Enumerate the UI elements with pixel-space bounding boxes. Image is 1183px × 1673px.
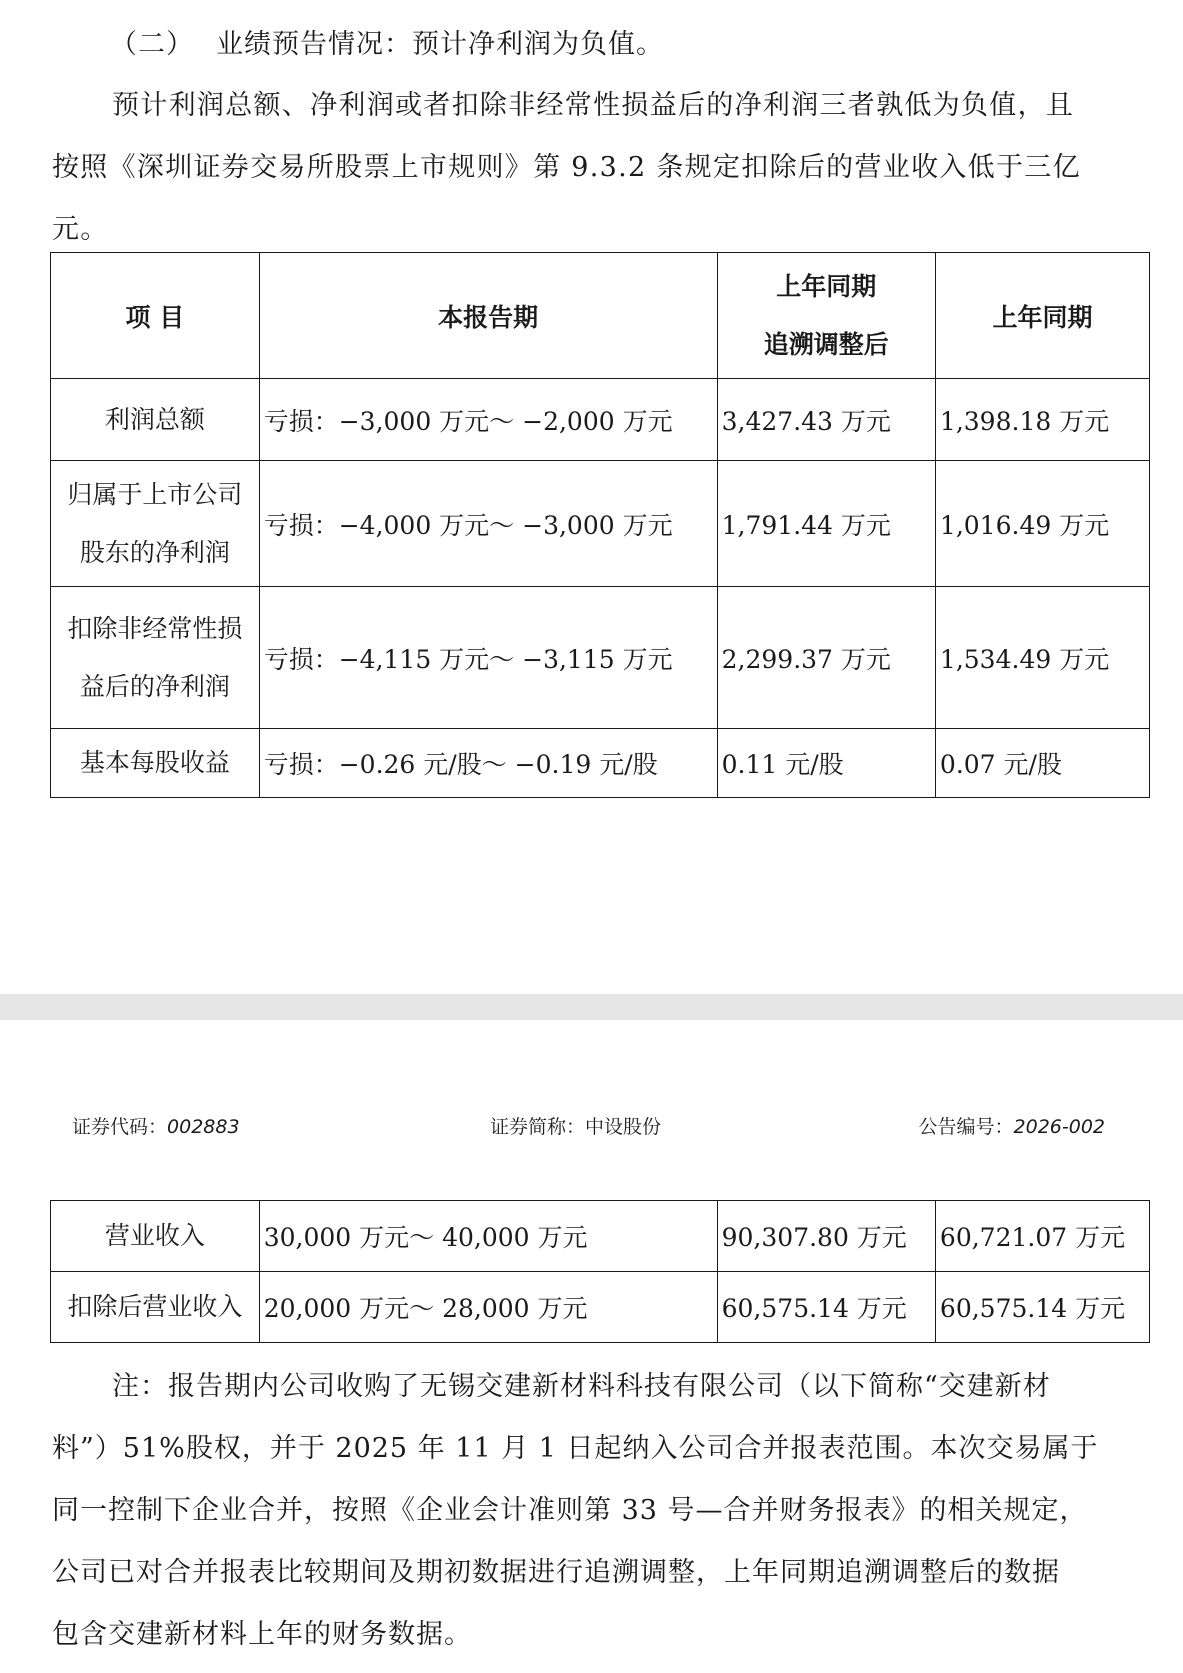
security-code	[72, 1112, 240, 1139]
row-prior-value: 0.07 元/股	[935, 729, 1149, 798]
forecast-table	[50, 252, 1150, 798]
row-current-value: 亏损：−4,000 万元～ −3,000 万元	[259, 461, 717, 587]
table-header-row	[51, 253, 1150, 379]
row-item-label-line1: 扣除非经常性损	[67, 613, 243, 643]
intro-line: 按照《深圳证券交易所股票上市规则》第 9.3.2 条规定扣除后的营业收入低于三亿	[52, 152, 1081, 183]
table-row	[51, 1272, 1150, 1343]
table-row	[51, 1201, 1150, 1272]
row-prior-adjusted-value: 1,791.44 万元	[717, 461, 935, 587]
header-prior-adjusted	[717, 253, 935, 379]
notice-number-value: 2026-002	[1013, 1116, 1105, 1138]
row-item-label	[51, 587, 260, 729]
row-current-value: 30,000 万元～ 40,000 万元	[259, 1201, 717, 1272]
intro-line: 元。	[52, 214, 109, 245]
row-prior-value: 1,016.49 万元	[935, 461, 1149, 587]
header-prior-adjusted-line1: 上年同期	[776, 271, 877, 301]
header-current-period: 本报告期	[259, 253, 717, 379]
header-prior-adjusted-line2: 追溯调整后	[763, 329, 889, 359]
row-prior-value: 1,398.18 万元	[935, 379, 1149, 461]
security-name	[490, 1112, 661, 1139]
row-current-value: 亏损：−3,000 万元～ −2,000 万元	[259, 379, 717, 461]
row-item-label: 扣除后营业收入	[51, 1272, 260, 1343]
row-prior-adjusted-value: 2,299.37 万元	[717, 587, 935, 729]
notice-number	[919, 1112, 1106, 1139]
row-current-value: 20,000 万元～ 28,000 万元	[259, 1272, 717, 1343]
row-item-label: 营业收入	[51, 1201, 260, 1272]
section-number: （二）	[110, 29, 194, 60]
row-item-label-line2: 股东的净利润	[79, 537, 230, 567]
header-item: 项 目	[51, 253, 260, 379]
row-item-label: 利润总额	[51, 379, 260, 461]
security-code-value: 002883	[167, 1116, 240, 1138]
notice-number-label: 公告编号：	[918, 1116, 1014, 1138]
note-paragraph	[52, 1356, 1132, 1666]
note-line: 包含交建新材料上年的财务数据。	[52, 1619, 472, 1650]
security-name-label: 证券简称：	[490, 1116, 586, 1138]
note-line: 料”）51%股权，并于 2025 年 11 月 1 日起纳入公司合并报表范围。本次交易属于	[52, 1433, 1099, 1464]
row-prior-value: 60,721.07 万元	[935, 1201, 1149, 1272]
table-row	[51, 461, 1150, 587]
note-line: 公司已对合并报表比较期间及期初数据进行追溯调整，上年同期追溯调整后的数据	[52, 1557, 1060, 1588]
security-code-label: 证券代码：	[72, 1116, 168, 1138]
note-line: 注：报告期内公司收购了无锡交建新材料科技有限公司（以下简称“交建新材	[112, 1371, 1051, 1402]
row-item-label	[51, 461, 260, 587]
security-name-value: 中设股份	[585, 1116, 662, 1138]
row-item-label-line1: 归属于上市公司	[67, 479, 243, 509]
row-prior-adjusted-value: 60,575.14 万元	[717, 1272, 935, 1343]
row-prior-value: 1,534.49 万元	[935, 587, 1149, 729]
row-item-label: 基本每股收益	[51, 729, 260, 798]
intro-line: 预计利润总额、净利润或者扣除非经常性损益后的净利润三者孰低为负值，且	[112, 90, 1075, 121]
table-row	[51, 379, 1150, 461]
row-current-value: 亏损：−0.26 元/股～ −0.19 元/股	[259, 729, 717, 798]
page-separator	[0, 994, 1183, 1020]
intro-paragraph	[52, 75, 1132, 261]
note-line: 同一控制下企业合并，按照《企业会计准则第 33 号—合并财务报表》的相关规定，	[52, 1495, 1088, 1526]
section-title: 业绩预告情况：预计净利润为负值。	[216, 29, 664, 60]
row-item-label-line2: 益后的净利润	[79, 671, 230, 701]
section-heading	[110, 22, 664, 61]
row-prior-adjusted-value: 90,307.80 万元	[717, 1201, 935, 1272]
row-current-value: 亏损：−4,115 万元～ −3,115 万元	[259, 587, 717, 729]
row-prior-adjusted-value: 0.11 元/股	[717, 729, 935, 798]
row-prior-adjusted-value: 3,427.43 万元	[717, 379, 935, 461]
table-row	[51, 587, 1150, 729]
forecast-table-continued	[50, 1200, 1150, 1343]
table-row	[51, 729, 1150, 798]
header-prior-period: 上年同期	[935, 253, 1149, 379]
row-prior-value: 60,575.14 万元	[935, 1272, 1149, 1343]
